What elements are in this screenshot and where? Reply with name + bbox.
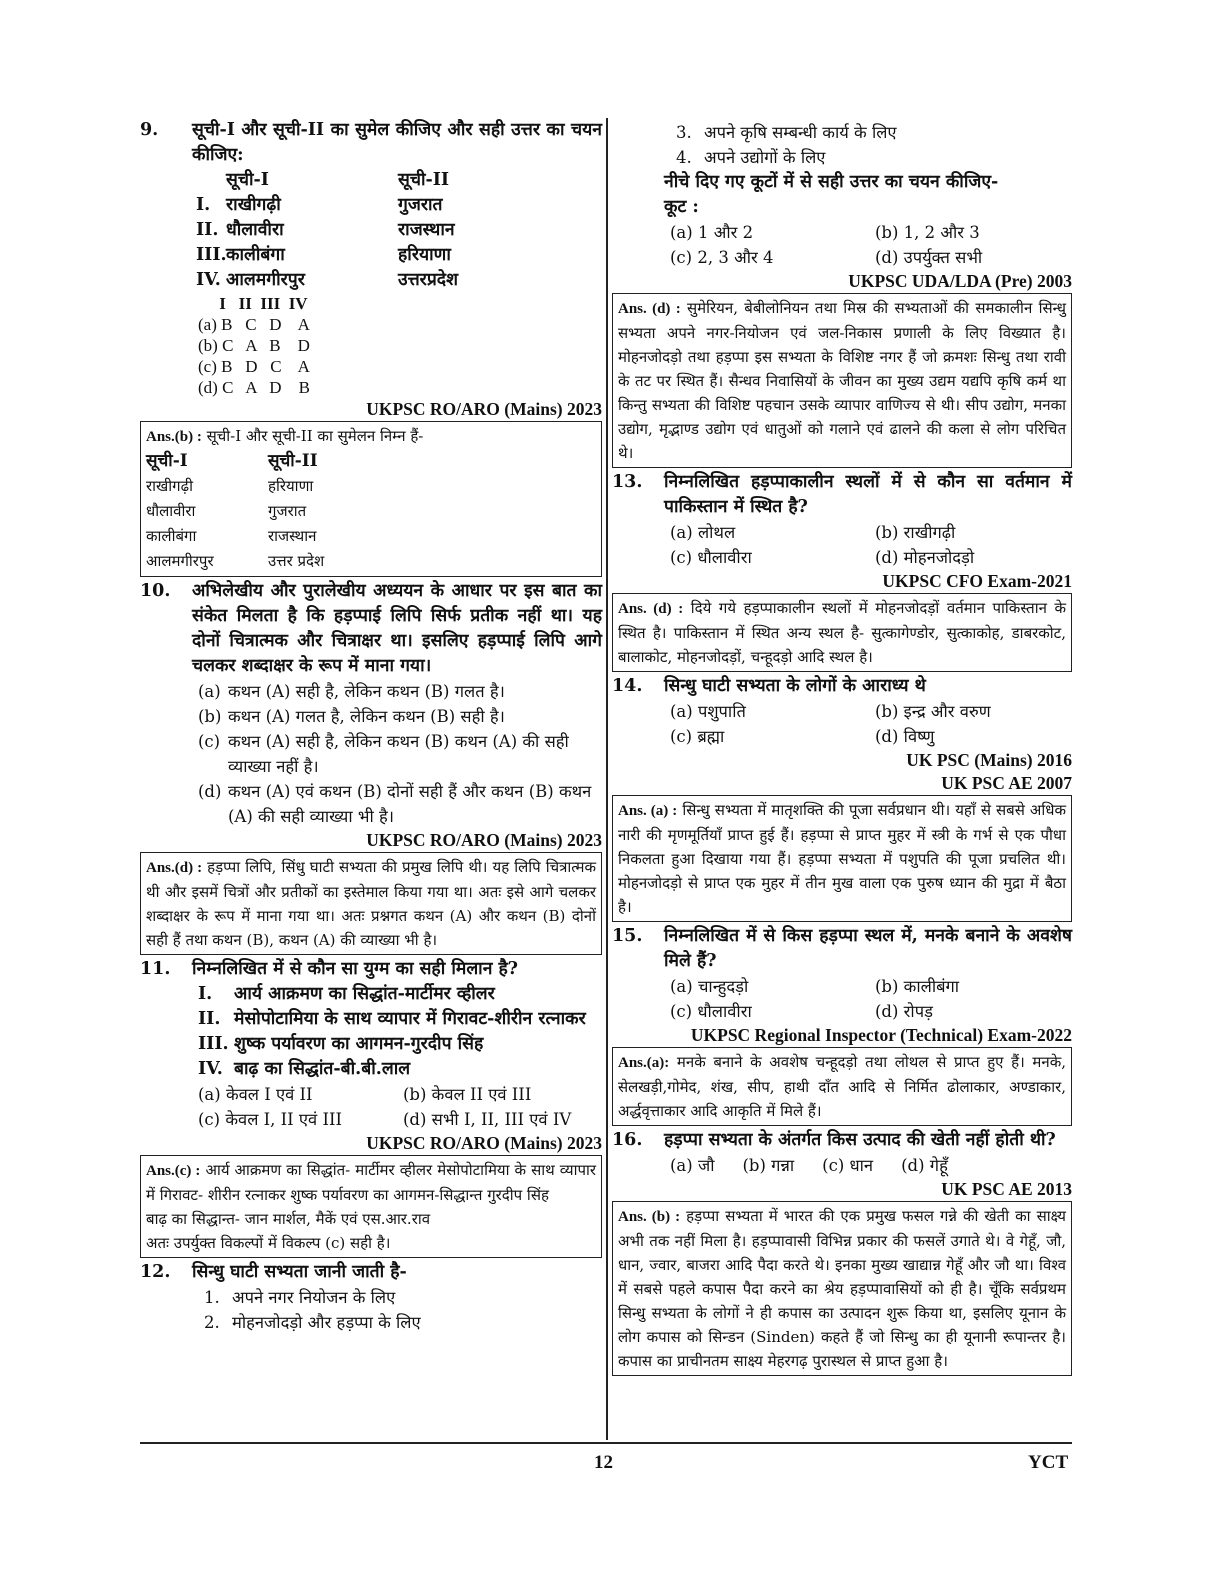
row-state: उत्तरप्रदेश (398, 270, 458, 290)
answer-match-table (146, 449, 596, 574)
answer-text: हड़प्पा सभ्यता में भारत की एक प्रमुख फसल गन्ने की खेती का साक्ष्य अभी तक नहीं मिला है। हड़प्पावासी विभिन्न प्रकार की फसलें उगाते थे। वे गेहूँ, जौ, धान, ज्वार, बाजरा आदि पैदा करते थे। इनका मुख्य खाद्यान्न गेहूँ और जौ था। विश्व में सबसे पहले कपास पैदा करने का श्रेय हड़प्पावासियों को ही है। चूँकि सर्वप्रथम सिन्धु सभ्यता के लोगों ने ही कपास का उत्पादन शुरू किया था, इसलिए यूनान के लोग कपास को सिन्डन (Sinden) कहते हैं जो सिन्धु का ही यूनानी रूपान्तर है। कपास का प्राचीनतम साक्ष्य मेहरगढ़ पुरास्थल से प्राप्त हुआ है। (618, 1207, 1066, 1370)
question-text: निम्नलिखित हड़प्पाकालीन स्थलों में से कौन सा वर्तमान में पाकिस्तान में स्थित है? (664, 472, 1072, 517)
statement-item: 3. अपने कृषि सम्बन्धी कार्य के लिए (676, 123, 897, 142)
options (612, 220, 1072, 270)
option-a: (a) लोथल (670, 523, 736, 542)
option-d: (d) उपर्युक्त सभी (875, 248, 983, 267)
question-number: 13. (612, 472, 643, 492)
codes-header: I II III IV (198, 294, 308, 313)
question-text: सिन्धु घाटी सभ्यता के लोगों के आराध्य थे (664, 676, 926, 696)
answer-state: उत्तर प्रदेश (268, 552, 325, 570)
answer-box (612, 1047, 1072, 1126)
question-11 (140, 957, 602, 982)
answer-label: Ans. (d) : (618, 601, 684, 617)
exam-source: UKPSC UDA/LDA (Pre) 2003 (848, 271, 1072, 291)
option-d: (d) विष्णु (875, 727, 935, 746)
option-a: (a) चान्हुदड़ो (670, 977, 749, 996)
answer-site: आलमगीरपुर (146, 552, 214, 570)
answer-text: अतः उपर्युक्त विकल्पों में विकल्प (c) सही है। (146, 1234, 391, 1252)
row-roman: IV. (196, 270, 221, 290)
option-b: (b) 1, 2 और 3 (875, 223, 980, 242)
question-14 (612, 674, 1072, 699)
option-b: (b) केवल II एवं III (403, 1085, 532, 1104)
question-number: 10. (140, 581, 171, 601)
answer-box (140, 421, 602, 577)
instruction: नीचे दिए गए कूटों में से सही उत्तर का चयन कीजिए- (664, 172, 999, 192)
option-b: (b) गन्ना (742, 1156, 795, 1175)
question-16 (612, 1128, 1072, 1153)
answer-text: हड़प्पा लिपि, सिंधु घाटी सभ्यता की प्रमुख लिपि थी। यह लिपि चित्रात्मक थी और इसमें चित्रों और प्रतीकों का इस्तेमाल किया गया था। अतः इसे आगे चलकर शब्दाक्षर के रूप में माना गया था। अतः प्रश्नगत कथन (A) और कथन (B) दोनों सही हैं तथा कथन (B), कथन (A) की व्याख्या भी है। (146, 858, 597, 949)
question-number: 16. (612, 1130, 643, 1150)
answer-text: आर्य आक्रमण का सिद्धांत- मार्टीमर व्हीलर मेसोपोटामिया के साथ व्यापार में गिरावट- शीरीन रत्नाकर शुष्क पर्यावरण का आगमन-सिद्धान्त गुरदीप सिंह (146, 1161, 597, 1204)
exam-source: UKPSC RO/ARO (Mains) 2023 (366, 1133, 602, 1153)
answer-state: गुजरात (268, 502, 307, 520)
question-text: निम्नलिखित में से कौन सा युग्म का सही मिलान है? (192, 959, 519, 979)
option-c: (c) कथन (A) सही है, लेकिन कथन (B) कथन (A) की सही व्याख्या नहीं है। (198, 732, 569, 776)
option-b: (b) कथन (A) गलत है, लेकिन कथन (B) सही है। (198, 707, 505, 726)
option-c: (c) धान (822, 1156, 874, 1175)
answer-site: राखीगढ़ी (146, 477, 193, 495)
exam-source: UKPSC RO/ARO (Mains) 2023 (366, 399, 602, 419)
exam-source: UK PSC (Mains) 2016 (906, 750, 1072, 770)
exam-source: UKPSC RO/ARO (Mains) 2023 (366, 830, 602, 850)
option-c: (c) ब्रह्मा (670, 727, 725, 746)
exam-source: UKPSC Regional Inspector (Technical) Exam-2022 (690, 1025, 1072, 1045)
question-text: सिन्धु घाटी सभ्यता जानी जाती है- (192, 1262, 407, 1282)
question-number: 9. (140, 120, 159, 140)
answer-box (612, 293, 1072, 468)
pair-item: I. आर्य आक्रमण का सिद्धांत-मार्टीमर व्हीलर (198, 984, 495, 1004)
answer-text: मनके बनाने के अवशेष चन्हूदड़ो तथा लोथल से प्राप्त हुए हैं। मनके, सेलखड़ी,गोमेद, शंख, सीप, हाथी दाँत आदि से निर्मित ढोलाकार, अण्डाकार, अर्द्धवृत्ताकार आदि आकृति में मिले हैं। (618, 1053, 1066, 1120)
question-number: 11. (140, 959, 171, 979)
answer-box (612, 593, 1072, 672)
list-1-heading: सूची-I (146, 451, 188, 471)
question-text: हड़प्पा सभ्यता के अंतर्गत किस उत्पाद की खेती नहीं होती थी? (664, 1130, 1056, 1150)
answer-label: Ans.(d) : (146, 860, 203, 876)
options (612, 1153, 1072, 1178)
row-state: हरियाणा (398, 245, 451, 265)
exam-source: UKPSC CFO Exam-2021 (882, 571, 1072, 591)
answer-box (612, 795, 1072, 922)
option-d: (d) कथन (A) एवं कथन (B) दोनों सही हैं और कथन (B) कथन (A) की सही व्याख्या भी है। (198, 782, 592, 826)
option-c: (c) 2, 3 और 4 (670, 248, 774, 267)
question-text: निम्नलिखित में से किस हड़प्पा स्थल में, मनके बनाने के अवशेष मिले हैं? (664, 926, 1072, 971)
answer-text: बाढ़ का सिद्धान्त- जान मार्शल, मैकें एवं एस.आर.राव (146, 1210, 431, 1228)
option-c: (c) केवल I, II एवं III (198, 1110, 343, 1129)
left-column (140, 118, 602, 1335)
answer-state: राजस्थान (268, 527, 317, 545)
column-divider (606, 118, 608, 1440)
option-b: (b) इन्द्र और वरुण (875, 702, 991, 721)
answer-label: Ans.(a): (618, 1055, 670, 1071)
row-site: धौलावीरा (226, 220, 284, 240)
answer-label: Ans. (b) : (618, 1209, 681, 1225)
list-2-heading: सूची-II (398, 170, 450, 190)
question-13 (612, 470, 1072, 520)
answer-label: Ans.(c) : (146, 1163, 201, 1179)
question-10 (140, 579, 602, 679)
pair-item: III. शुष्क पर्यावरण का आगमन-गुरदीप सिंह (198, 1034, 484, 1054)
options (140, 1082, 602, 1132)
option-d: (d) मोहनजोदड़ो (875, 548, 975, 567)
answer-site: धौलावीरा (146, 502, 196, 520)
exam-source: UK PSC AE 2013 (941, 1179, 1072, 1199)
question-15 (612, 924, 1072, 974)
statement-item: 4. अपने उद्योगों के लिए (676, 148, 826, 167)
option-d: (d) गेहूँ (901, 1156, 948, 1175)
row-roman: III. (196, 245, 227, 265)
code-option: (c) B D C A (198, 357, 310, 376)
statement-item: 1. अपने नगर नियोजन के लिए (204, 1288, 396, 1307)
statement-item: 2. मोहनजोदड़ो और हड़प्पा के लिए (204, 1313, 421, 1332)
answer-box (612, 1201, 1072, 1376)
question-9 (140, 118, 602, 168)
option-a: (a) केवल I एवं II (198, 1085, 313, 1104)
option-d: (d) सभी I, II, III एवं IV (403, 1110, 572, 1129)
list-2-heading: सूची-II (268, 451, 318, 471)
answer-state: हरियाणा (268, 477, 314, 495)
option-d: (d) रोपड़ (875, 1002, 933, 1021)
row-roman: I. (196, 195, 211, 215)
answer-box (140, 852, 602, 955)
row-state: गुजरात (398, 195, 443, 215)
options (612, 974, 1072, 1024)
row-site: आलमगीरपुर (226, 270, 305, 290)
answer-label: Ans. (d) : (618, 301, 681, 317)
row-state: राजस्थान (398, 220, 455, 240)
exam-source: UK PSC AE 2007 (941, 773, 1072, 793)
list-1-heading: सूची-I (226, 170, 269, 190)
footer-rule (140, 1442, 1072, 1444)
code-option: (d) C A D B (198, 378, 310, 397)
question-number: 14. (612, 676, 643, 696)
code-option: (a) B C D A (198, 315, 310, 334)
option-b: (b) राखीगढ़ी (875, 523, 956, 542)
pair-item: II. मेसोपोटामिया के साथ व्यापार में गिरावट-शीरीन रत्नाकर (198, 1009, 586, 1029)
row-site: कालीबंगा (226, 245, 285, 265)
option-a: (a) जौ (670, 1156, 715, 1175)
answer-label: Ans.(b) : (146, 429, 202, 445)
question-text: सूची-I और सूची-II का सुमेल कीजिए और सही उत्तर का चयन कीजिए: (192, 120, 602, 165)
row-roman: II. (196, 220, 219, 240)
option-a: (a) कथन (A) सही है, लेकिन कथन (B) गलत है। (198, 682, 505, 701)
option-c: (c) धौलावीरा (670, 548, 752, 567)
code-label: कूट : (664, 197, 699, 217)
right-column (612, 120, 1072, 1378)
question-number: 12. (140, 1262, 171, 1282)
option-b: (b) कालीबंगा (875, 977, 960, 996)
answer-text: सूची-I और सूची-II का सुमेलन निम्न हैं- (206, 427, 424, 445)
answer-box (140, 1155, 602, 1258)
answer-label: Ans. (a) : (618, 803, 678, 819)
page-number: 12 (594, 1452, 613, 1473)
match-table (140, 168, 602, 293)
question-number: 15. (612, 926, 643, 946)
answer-text: दिये गये हड़प्पाकालीन स्थलों में मोहनजोदड़ों वर्तमान पाकिस्तान के स्थित है। पाकिस्तान में स्थित अन्य स्थल है- सुत्कागेण्डोर, सुत्काकोह, डाबरकोट, बालाकोट, मोहनजोदड़ों, चन्हूदड़ो आदि स्थल है। (618, 599, 1066, 666)
options (612, 520, 1072, 570)
code-option: (b) C A B D (198, 336, 310, 355)
option-c: (c) धौलावीरा (670, 1002, 752, 1021)
question-12 (140, 1260, 602, 1285)
answer-text: सुमेरियन, बेबीलोनियन तथा मिस्र की सभ्यताओं की समकालीन सिन्धु सभ्यता अपने नगर-नियोजन एवं जल-निकास प्रणाली के लिए विख्यात है। मोहनजोदड़ो तथा हड़प्पा इस सभ्यता के विशिष्ट नगर हैं जो क्रमशः सिन्धु तथा रावी के तट पर स्थित हैं। सैन्धव निवासियों के जीवन का मुख्य उद्यम यद्यपि कृषि कर्म था किन्तु सभ्यता की विशिष्ट पहचान उसके व्यापार वाणिज्य से थी। सीप उद्योग, मनका उद्योग, मृद्भाण्ड उद्योग एवं धातुओं को गलाने एवं ढालने की कला से लोग परिचित थे। (618, 299, 1066, 462)
pair-item: IV. बाढ़ का सिद्धांत-बी.बी.लाल (198, 1059, 411, 1079)
answer-codes (140, 293, 602, 398)
publisher-brand: YCT (1028, 1452, 1069, 1473)
answer-site: कालीबंगा (146, 527, 197, 545)
option-a: (a) पशुपाति (670, 702, 746, 721)
options (612, 699, 1072, 749)
option-a: (a) 1 और 2 (670, 223, 754, 242)
row-site: राखीगढ़ी (226, 195, 281, 215)
answer-text: सिन्धु सभ्यता में मातृशक्ति की पूजा सर्वप्रधान थी। यहाँ से सबसे अधिक नारी की मृणमूर्तियाँ प्राप्त हुई हैं। हड़प्पा से प्राप्त मुहर में स्त्री के गर्भ से एक पौधा निकलता हुआ दिखाया गया हैं। हड़प्पा सभ्यता में पशुपति की पूजा प्रचलित थी। मोहनजोदड़ो से प्राप्त एक मुहर में तीन मुख वाला एक पुरुष ध्यान की मुद्रा में बैठा है। (618, 801, 1066, 916)
question-text: अभिलेखीय और पुरालेखीय अध्ययन के आधार पर इस बात का संकेत मिलता है कि हड़प्पाई लिपि सिर्फ प्रतीक नहीं था। यह दोनों चित्रात्मक और चित्राक्षर था। इसलिए हड़प्पाई लिपि आगे चलकर शब्दाक्षर के रूप में माना गया। (192, 581, 602, 676)
